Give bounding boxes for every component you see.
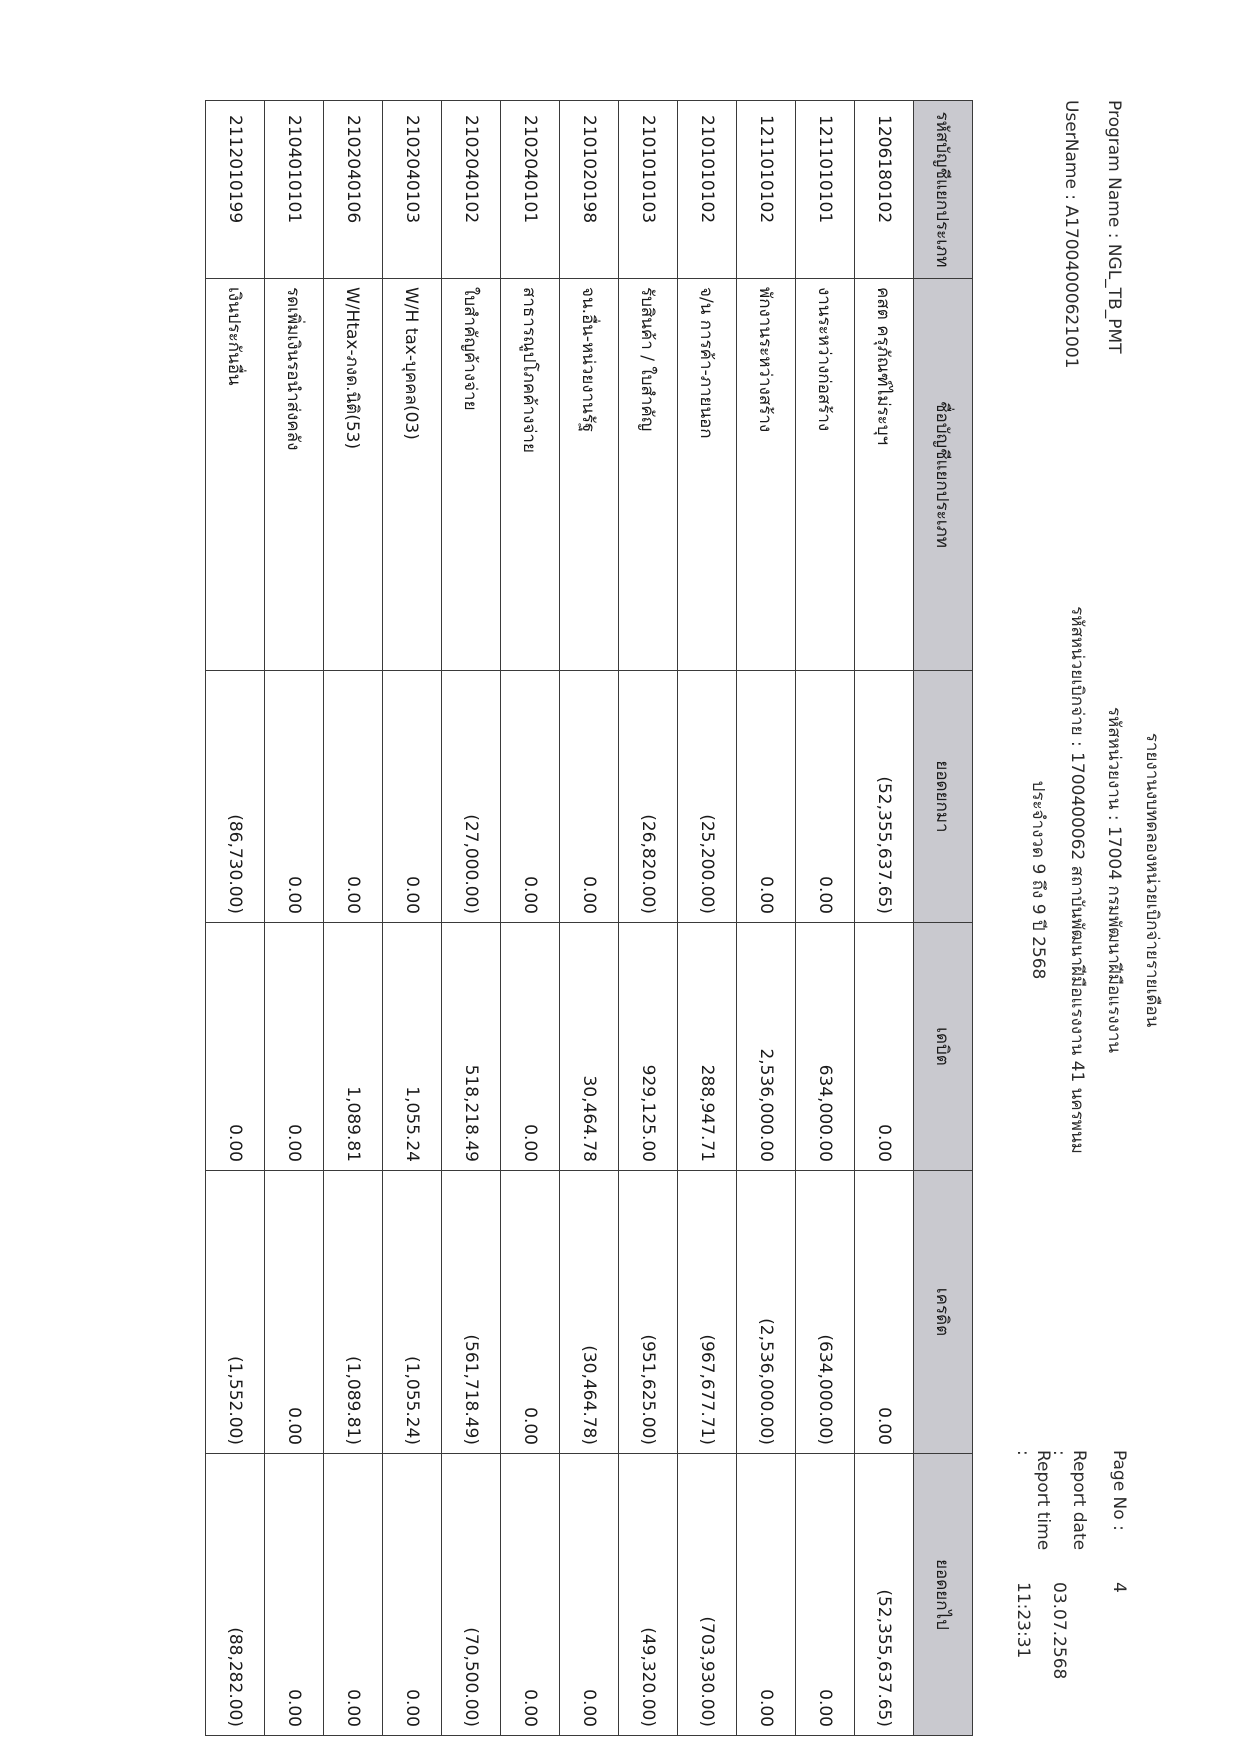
credit-amount-cell: 0.00 [265, 1171, 324, 1454]
account-code-cell: 2101010102 [678, 101, 737, 279]
debit-amount-cell: 2,536,000.00 [737, 923, 796, 1171]
closing-balance-cell: (703,930.00) [678, 1454, 737, 1736]
table-row [324, 101, 383, 1736]
credit-amount-cell: 0.00 [855, 1171, 914, 1454]
account-name-cell: งานระหว่างก่อสร้าง [796, 279, 855, 671]
opening-balance-cell: 0.00 [501, 671, 560, 923]
opening-balance-cell: 0.00 [324, 671, 383, 923]
column-header-closing: ยอดยกไป [914, 1454, 973, 1736]
closing-balance-cell: (49,320.00) [619, 1454, 678, 1736]
credit-amount-cell: (561,718.49) [442, 1171, 501, 1454]
closing-balance-cell: 0.00 [796, 1454, 855, 1736]
program-name: Program Name : NGL_TB_PMT [1104, 100, 1124, 354]
account-code-cell: 2102040103 [383, 101, 442, 279]
account-code-cell: 2102040101 [501, 101, 560, 279]
table-row [383, 101, 442, 1736]
closing-balance-cell: (88,282.00) [206, 1454, 265, 1736]
closing-balance-cell: 0.00 [324, 1454, 383, 1736]
opening-balance-cell: 0.00 [737, 671, 796, 923]
account-name-cell: จน.อื่น-หน่วยงานรัฐ [560, 279, 619, 671]
closing-balance-cell: (70,500.00) [442, 1454, 501, 1736]
debit-amount-cell: 288,947.71 [678, 923, 737, 1171]
table-row [796, 101, 855, 1736]
credit-amount-cell: (967,677.71) [678, 1171, 737, 1454]
table-row [501, 101, 560, 1736]
account-name-cell: รดเพิ่มเงินรอนำส่งคลัง [265, 279, 324, 671]
agency-line: รหัสหน่วยงาน : 17004 กรมพัฒนาฝีมือแรงงาน [1104, 706, 1124, 1054]
account-name-cell: จ/น การค้า-ภายนอก [678, 279, 737, 671]
account-code-cell: 1206180102 [855, 101, 914, 279]
debit-amount-cell: 634,000.00 [796, 923, 855, 1171]
closing-balance-cell: 0.00 [383, 1454, 442, 1736]
closing-balance-cell: 0.00 [737, 1454, 796, 1736]
page-label: Page No : [1109, 1450, 1129, 1531]
account-name-cell: พักงานระหว่างสร้าง [737, 279, 796, 671]
account-name-cell: W/Htax-ภงด.นิติ(53) [324, 279, 383, 671]
account-code-cell: 1211010102 [737, 101, 796, 279]
table-row [737, 101, 796, 1736]
opening-balance-cell: (25,200.00) [678, 671, 737, 923]
account-code-cell: 2101010103 [619, 101, 678, 279]
column-header-debit: เดบิต [914, 923, 973, 1171]
column-header-opening: ยอดยกมา [914, 671, 973, 923]
opening-balance-cell: (86,730.00) [206, 671, 265, 923]
credit-amount-cell: (634,000.00) [796, 1171, 855, 1454]
account-name-cell: W/H tax-บุคคล(03) [383, 279, 442, 671]
report-date-value: 03.07.2568 [1049, 1582, 1069, 1680]
account-name-cell: คสต ครุภัณฑ์ไม่ระบุฯ [855, 279, 914, 671]
debit-amount-cell: 0.00 [265, 923, 324, 1171]
debit-amount-cell: 0.00 [855, 923, 914, 1171]
account-name-cell: ใบสำคัญค้างจ่าย [442, 279, 501, 671]
account-name-cell: เงินประกันอื่น [206, 279, 265, 671]
column-header-name: ชื่อบัญชีแยกประเภท [914, 279, 973, 671]
report-title: รายงานงบทดลองหน่วยเบิกจ่ายรายเดือน [1142, 732, 1162, 1028]
account-name-cell: รับสินค้า / ใบสำคัญ [619, 279, 678, 671]
closing-balance-cell: 0.00 [560, 1454, 619, 1736]
disbursement-unit-line: รหัสหน่วยเบิกจ่าย : 1700400062 สถาบันพัฒนาฝีมือแรงงาน 41 นครพนม [1067, 606, 1087, 1154]
credit-amount-cell: (1,055.24) [383, 1171, 442, 1454]
closing-balance-cell: (52,355,637.65) [855, 1454, 914, 1736]
opening-balance-cell: 0.00 [383, 671, 442, 923]
debit-amount-cell: 518,218.49 [442, 923, 501, 1171]
closing-balance-cell: 0.00 [501, 1454, 560, 1736]
opening-balance-cell: (52,355,637.65) [855, 671, 914, 923]
debit-amount-cell: 1,055.24 [383, 923, 442, 1171]
credit-amount-cell: (30,464.78) [560, 1171, 619, 1454]
column-header-credit: เครดิต [914, 1171, 973, 1454]
table-row [442, 101, 501, 1736]
credit-amount-cell: (951,625.00) [619, 1171, 678, 1454]
report-date-label: Report date : [1049, 1450, 1089, 1551]
closing-balance-cell: 0.00 [265, 1454, 324, 1736]
table-header-row [914, 101, 973, 1736]
table-row [265, 101, 324, 1736]
table-row [855, 101, 914, 1736]
account-code-cell: 2101020198 [560, 101, 619, 279]
debit-amount-cell: 0.00 [501, 923, 560, 1171]
opening-balance-cell: 0.00 [560, 671, 619, 923]
credit-amount-cell: 0.00 [501, 1171, 560, 1454]
table-row [619, 101, 678, 1736]
page-value: 4 [1109, 1582, 1129, 1593]
table-row [206, 101, 265, 1736]
credit-amount-cell: (2,536,000.00) [737, 1171, 796, 1454]
account-name-cell: สาธารณูปโภคค้างจ่าย [501, 279, 560, 671]
opening-balance-cell: 0.00 [265, 671, 324, 923]
opening-balance-cell: (26,820.00) [619, 671, 678, 923]
trial-balance-table [205, 100, 973, 1736]
account-code-cell: 1211010101 [796, 101, 855, 279]
account-code-cell: 2102040106 [324, 101, 383, 279]
debit-amount-cell: 0.00 [206, 923, 265, 1171]
column-header-code: รหัสบัญชีแยกประเภท [914, 101, 973, 279]
credit-amount-cell: (1,089.81) [324, 1171, 383, 1454]
report-time-value: 11:23:31 [1013, 1582, 1033, 1659]
debit-amount-cell: 1,089.81 [324, 923, 383, 1171]
report-time-label: Report time : [1013, 1450, 1053, 1551]
opening-balance-cell: 0.00 [796, 671, 855, 923]
debit-amount-cell: 929,125.00 [619, 923, 678, 1171]
credit-amount-cell: (1,552.00) [206, 1171, 265, 1454]
account-code-cell: 2104010101 [265, 101, 324, 279]
period-line: ประจำงวด 9 ถึง 9 ปี 2568 [1028, 780, 1048, 980]
report-date [1049, 1450, 1089, 1679]
debit-amount-cell: 30,464.78 [560, 923, 619, 1171]
account-code-cell: 2112010199 [206, 101, 265, 279]
account-code-cell: 2102040102 [442, 101, 501, 279]
user-name: UserName : A170040006210​01 [1061, 100, 1081, 369]
table-row [560, 101, 619, 1736]
page-number [1109, 1450, 1129, 1593]
table-row [678, 101, 737, 1736]
table-body [206, 101, 914, 1736]
report-time [1013, 1450, 1053, 1658]
opening-balance-cell: (27,000.00) [442, 671, 501, 923]
